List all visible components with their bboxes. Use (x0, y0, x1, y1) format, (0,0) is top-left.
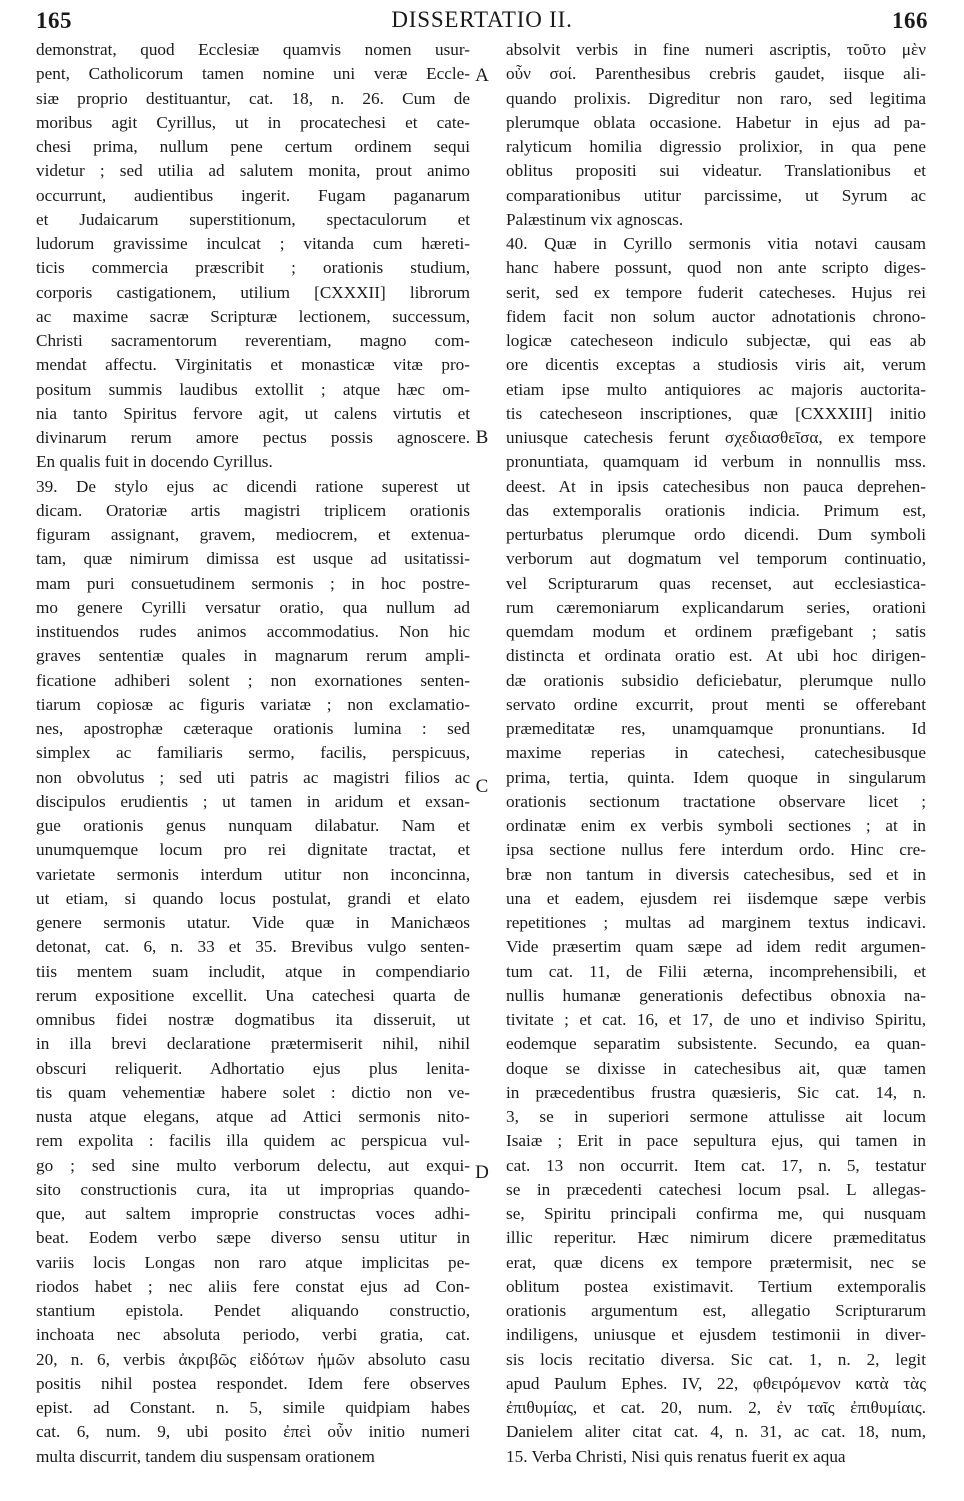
text-line: go ; sed sine multo verborum delectu, aut exqui- (36, 1155, 470, 1175)
text-line: oblitum postea existimavit. Tertium extemporalis (506, 1276, 926, 1296)
text-line: mam puri consuetudinem sermonis ; in hoc postre- (36, 573, 470, 593)
text-line: sito constructionis cura, ita ut improprias quando- (36, 1179, 470, 1199)
text-line: fidem facit non solum auctor adnotationis chrono- (506, 306, 926, 326)
text-line: tis catecheseon inscriptiones, quæ [CXXXIII] initio (506, 403, 926, 423)
text-line: bræ non tantum in diversis catechesibus, sed et in (506, 864, 926, 884)
text-line: ipsa sectione nullus fere interdum ordo. Hinc cre- (506, 840, 926, 860)
text-line: varietate sermonis interdum utitur non inconcinna, (36, 864, 470, 884)
page-number-right: 166 (892, 8, 928, 33)
text-line: logicæ catecheseon indiculo subjectæ, qui eas ab (506, 331, 926, 350)
text-line: apud Paulum Ephes. IV, 22, φθειρόμενον κατὰ τὰς (506, 1373, 926, 1393)
running-title: DISSERTATIO II. (391, 7, 573, 32)
text-line: 20, n. 6, verbis ἀκριβῶς εἰδότων ἡμῶν absoluto casu (36, 1349, 470, 1369)
text-line: ac maxime sacræ Scripturæ lectionem, successum, (36, 306, 470, 326)
text-line: 39. De stylo ejus ac dicendi ratione superest ut (36, 476, 470, 496)
text-line: orationis sectionum tractatione observare licet ; (506, 791, 926, 811)
text-line: chesi prima, nullum pene certum ordinem sequi (36, 137, 470, 156)
text-line: tum cat. 11, de Filii æterna, incomprehensibili, et (506, 961, 926, 981)
text-line: dæ orationis subsidio deficiebatur, plerumque nullo (506, 670, 926, 690)
text-line: tiis mentem suam includit, atque in compendiario (36, 961, 470, 981)
text-line: simplex ac familiaris sermo, facilis, perspicuus, (36, 743, 470, 763)
text-line: positum summis laudibus extollit ; atque hæc om- (36, 379, 470, 399)
text-line: 15. Verba Christi, Nisi quis renatus fuerit ex aqua (506, 1446, 846, 1466)
text-line: rum cæremoniarum explicandarum series, orationi (506, 597, 926, 617)
text-line: mo genere Cyrilli versatur oratio, qua nullum ad (36, 597, 470, 617)
text-line: distincta et ordinata oratio est. At ubi hoc dirigen- (506, 646, 926, 666)
text-line: figuram assignant, gravem, mediocrem, et extenua- (36, 525, 470, 544)
text-line: siæ proprio destituantur, cat. 18, n. 26. Cum de (36, 88, 470, 108)
text-line: cat. 6, num. 9, ubi posito ἐπεὶ οὖν initio numeri (36, 1422, 470, 1442)
text-line: que, aut saltem improprie constructas voces adhi- (36, 1204, 470, 1223)
text-line: rerum expositione excellit. Una catechesi quarta de (36, 985, 470, 1005)
text-line: indiligens, uniusque et ejusdem testimonii in diver- (506, 1325, 926, 1345)
text-line: oblitus propositi sui videatur. Translationibus et (506, 161, 926, 181)
margin-marker-label: C (475, 776, 489, 797)
text-line: nusta atque elegans, atque ad Attici sermonis nito- (36, 1107, 470, 1126)
text-line: Palæstinum vix agnoscas. (506, 209, 684, 229)
page-number-left: 165 (36, 8, 72, 33)
text-line: instituendos rudes animos accommodatius. Non hic (36, 622, 470, 641)
right-column (506, 38, 926, 1469)
text-line: οὖν σοί. Parenthesibus crebris gaudet, iisque ali- (506, 64, 926, 84)
text-line: ficatione adhiberi solent ; non exornationes senten- (36, 670, 470, 690)
text-line: non obvolutus ; sed uti patris ac magistri filios ac (36, 767, 470, 787)
text-line: moribus agit Cyrillus, ut in procatechesi et cate- (36, 112, 470, 132)
text-line: se, Spiritu principali confirma me, qui nusquam (506, 1204, 926, 1223)
text-line: Vide præsertim quam sæpe ad idem redit argumen- (506, 937, 926, 957)
text-line: ludorum gravissime inculcat ; vitanda cum hæreti- (36, 234, 470, 253)
text-line: maxime reperias in catechesi, catechesibusque (506, 743, 926, 763)
text-line: occurrunt, audientibus ingerit. Fugam paganarum (36, 185, 470, 205)
text-line: rem expolita : facilis illa quidem ac perspicua vul- (36, 1131, 470, 1151)
text-line: nullis humanæ generationis defectibus obnoxia na- (506, 985, 926, 1005)
text-line: stantium epistola. Pendet aliquando constructio, (36, 1301, 470, 1320)
text-line: positis nihil postea respondet. Idem fere observes (36, 1373, 470, 1393)
text-line: vel Scripturarum quas recenset, aut ecclesiastica- (506, 573, 926, 593)
text-line: divinarum rerum amore pectus possis agnoscere. (36, 428, 470, 447)
text-line: erat, quæ dicens ex tempore prætermisit, nec se (506, 1252, 926, 1272)
text-line: cat. 13 non occurrit. Item cat. 17, n. 5, testatur (506, 1155, 926, 1175)
text-line: unumquemque locum pro rei dignitate tractat, et (36, 840, 470, 860)
text-line: se in præcedenti catechesi locum psal. L allegas- (506, 1179, 926, 1199)
text-line: ralyticum homilia digressio prolixior, in qua pene (506, 137, 926, 156)
text-line: En qualis fuit in docendo Cyrillus. (36, 452, 273, 472)
margin-marker-label: B (475, 427, 489, 448)
text-line: uniusque catechesis ferunt σχεδιασθεῖσα, ex tempore (506, 428, 926, 447)
text-line: discipulos erudientis ; ut tamen in aridum et exsan- (36, 791, 470, 811)
text-line: serit, sed ex tempore fuderit catecheses. Hujus rei (506, 282, 926, 302)
text-line: orationis argumentum est, allegatio Scripturarum (506, 1301, 926, 1320)
text-line: Isaiæ ; Erit in pace sepultura ejus, qui tamen in (506, 1131, 926, 1151)
text-line: verborum aut dogmatum vel temporum continuatio, (506, 549, 926, 569)
text-line: Danielem aliter citat cat. 4, n. 31, ac cat. 18, num, (506, 1422, 926, 1442)
text-line: tam, quæ nimirum dimissa est usque ad usitatissi- (36, 549, 470, 569)
text-line: detonat, cat. 6, n. 33 et 35. Brevibus vulgo senten- (36, 937, 470, 957)
text-line: mendat affectu. Virginitatis et monasticæ vitæ pro- (36, 355, 470, 375)
text-line: et Judaicarum superstitionum, spectaculorum et (36, 209, 470, 229)
text-line: nes, apostrophæ cæteraque orationis lumina : sed (36, 719, 470, 738)
text-line: sis locis recitatio diversa. Sic cat. 1, n. 2, legit (506, 1349, 926, 1369)
text-line: ticis commercia præscribit ; orationis studium, (36, 258, 470, 278)
text-line: tivitate ; et cat. 16, et 17, de uno et indiviso Spiritu, (506, 1010, 926, 1029)
text-line: præmeditatæ res, unamquamque pronuntians. Id (506, 719, 926, 738)
text-line: genere sermonis utatur. Vide quæ in Manichæos (36, 913, 470, 932)
left-column (36, 38, 470, 1469)
text-line: una et eadem, ejusdem rei iisdemque sæpe verbis (506, 888, 926, 908)
text-line: inchoata nec absoluta periodo, verbi gratia, cat. (36, 1325, 470, 1345)
text-line: pent, Catholicorum tamen nomine uni veræ Eccle- (36, 64, 470, 84)
text-line: absolvit verbis in fine numeri ascriptis, τοῦτο μὲν (506, 40, 926, 59)
text-line: quemdam modum et ordinem præfigebant ; satis (506, 622, 926, 641)
text-line: corporis castigationem, utilium [CXXXII] librorum (36, 282, 470, 302)
text-line: ordinatæ enim ex verbis symboli sectiones ; at in (506, 816, 926, 835)
text-line: multa discurrit, tandem diu suspensam orationem (36, 1446, 375, 1466)
text-line: comparationibus utitur parcissime, ut Syrum ac (506, 185, 926, 205)
text-line: graves sententiæ quales in magnarum rerum ampli- (36, 646, 470, 666)
text-line: servato ordine excurrit, prout menti se offerebant (506, 694, 926, 714)
text-line: illic reperitur. Hæc nimirum dicere præmeditatus (506, 1228, 926, 1248)
text-line: variis locis Longas non raro atque implicitas pe- (36, 1252, 470, 1272)
text-line: das extemporalis orationis indicia. Primum est, (506, 500, 926, 520)
text-line: doque se dixisse in catechesibus ait, quæ tamen (506, 1058, 926, 1078)
text-line: etiam ipse multo antiquiores ac majoris auctorita- (506, 379, 926, 399)
text-line: ut etiam, si quando locus postulat, grandi et elato (36, 888, 470, 908)
text-line: eodemque separatim subsistente. Secundo, ea quan- (506, 1034, 926, 1054)
text-line: nia tanto Spiritus fervore agit, ut calens virtutis et (36, 403, 470, 423)
text-line: obscuri reliquerit. Adhortatio ejus plus lenita- (36, 1058, 470, 1078)
text-line: omnibus fidei nostræ dogmatibus ita disseruit, ut (36, 1010, 470, 1029)
margin-marker-label: D (475, 1162, 489, 1183)
text-line: ore dicentis exceptas a studiosis viris ait, verum (506, 355, 926, 375)
text-line: tiarum copiosæ ac figuris variatæ ; non exclamatio- (36, 694, 470, 714)
text-line: videtur ; sed utilia ad salutem monita, prout animo (36, 161, 470, 181)
text-line: perturbatus plerumque ordo dicendi. Dum symboli (506, 525, 926, 544)
text-line: 3, se in superiori sermone attulisse ait locum (506, 1107, 926, 1126)
text-line: tis quam vehementiæ habere solet : dictio non ve- (36, 1082, 470, 1102)
text-line: epist. ad Constant. n. 5, simile quidpiam habes (36, 1398, 470, 1417)
text-line: prima, tertia, quinta. Idem quoque in singularum (506, 767, 926, 787)
text-line: ἐπιθυμίας, et cat. 20, num. 2, ἐν ταῖς ἐπιθυμίαις. (506, 1398, 926, 1417)
text-line: riodos habet ; nec aliis fere constat ejus ad Con- (36, 1276, 470, 1296)
text-line: in præcedentibus frustra quæsieris, Sic cat. 14, n. (506, 1082, 926, 1102)
text-line: 40. Quæ in Cyrillo sermonis vitia notavi causam (506, 234, 926, 253)
text-line: in illa brevi declaratione prætermiserit nihil, nihil (36, 1034, 470, 1054)
text-line: Christi sacramentorum reverentiam, magno com- (36, 331, 470, 350)
text-line: repetitiones ; multas ad marginem textus indicavi. (506, 913, 926, 932)
text-line: plerumque oblata occasione. Habetur in ejus ad pa- (506, 112, 926, 132)
text-line: gue orationis genus nunquam dilabatur. Nam et (36, 816, 470, 835)
text-line: beat. Eodem verbo sæpe diverso sensu utitur in (36, 1228, 470, 1248)
margin-marker-label: A (475, 65, 489, 86)
text-line: demonstrat, quod Ecclesiæ quamvis nomen usur- (36, 40, 470, 59)
text-line: hanc habere possunt, quod non ante scripto diges- (506, 258, 926, 278)
text-line: quando prolixis. Digreditur non raro, sed legitima (506, 88, 926, 108)
text-line: dicam. Oratoriæ artis magistri triplicem orationis (36, 500, 470, 520)
text-line: pronuntiata, quamquam id verbum in nonnullis mss. (506, 452, 926, 472)
text-line: deest. At in ipsis catechesibus non pauca deprehen- (506, 476, 926, 496)
